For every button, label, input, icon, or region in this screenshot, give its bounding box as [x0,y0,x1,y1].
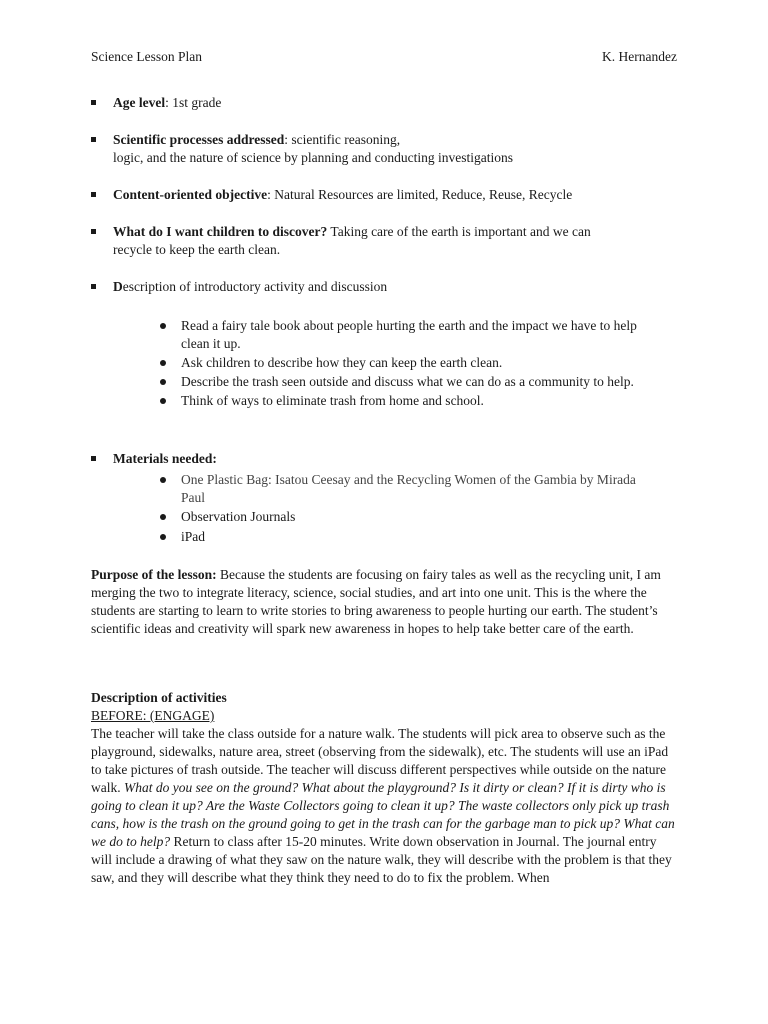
content-objective-label: Content-oriented objective [113,187,268,202]
scientific-processes-value: : scientific reasoning, [284,132,401,147]
bullet-icon [160,508,181,526]
list-item-discover [91,223,651,259]
discover-value: Taking care of the earth is important and we can [327,224,591,239]
square-bullet-icon [91,450,113,468]
activities-paragraph: The teacher will take the class outside for a nature walk. The students will pick area to observe such as the playground, sidewalks, nature area, street (observing from the sidewalk), etc. The students will use an iPad to take pictures of trash outside. The teacher will discuss different perspectives while outside on the nature walk. What do you see on the ground? What about the playground? Is it dirty or clean? If it is dirty who is going to clean it up? Are the Waste Collectors going to clean it up? The waste collectors only pick up trash cans, how is the trash on the ground going to get in the trash can for the garbage man to pick up? What can we do to help? Return to class after 15-20 minutes. Write down observation in Journal. The journal entry will include a drawing of what they saw on the nature walk, they will describe with the problem is that they saw, and they will describe what they think they need to do to fix the problem. When [91,726,675,885]
list-item: Think of ways to eliminate trash from home and school. [160,392,650,410]
square-bullet-icon [91,94,113,112]
square-bullet-icon [91,278,113,296]
list-item-scientific-processes [91,131,651,167]
list-item: Read a fairy tale book about people hurting the earth and the impact we have to help clean it up. [160,317,650,353]
discussion-questions: What do you see on the ground? What about the playground? Is it dirty or clean? If it is dirty who is going to clean it up? Are the Waste Collectors going to clean it up? The waste collectors only pick up trash cans, how is the trash on the ground going to get in the trash can for the garbage man to pick up? What can we do to help? [91,780,675,849]
list-item: iPad [160,528,640,546]
list-item-age-level [91,94,651,112]
list-item-materials [91,450,651,468]
content-objective-value: : Natural Resources are limited, Reduce, Reuse, Recycle [267,187,573,202]
scientific-processes-label: Scientific processes addressed [113,132,285,147]
intro-bullet-list [160,317,650,410]
bullet-icon [160,373,181,391]
activities-section [91,689,679,887]
activities-subheading: BEFORE: (ENGAGE) [91,708,215,723]
bullet-icon [160,528,181,546]
intro-activity-label: escription of introductory activity and discussion [122,279,388,294]
bullet-icon [160,392,181,410]
list-item: One Plastic Bag: Isatou Ceesay and the Recycling Women of the Gambia by Mirada Paul [160,471,640,507]
materials-label: Materials needed: [113,451,217,466]
activities-heading: Description of activities [91,690,227,705]
intro-first-letter: D [113,279,123,294]
age-level-value: : 1st grade [165,95,222,110]
square-bullet-icon [91,131,113,167]
discover-label: What do I want children to discover? [113,224,328,239]
list-item: Observation Journals [160,508,640,526]
scientific-processes-value-cont: logic, and the nature of science by planning and conducting investigations [113,150,514,165]
bullet-icon [160,354,181,372]
square-bullet-icon [91,223,113,259]
purpose-paragraph [91,566,679,638]
header-title: Science Lesson Plan [91,49,202,64]
bullet-icon [160,471,181,507]
age-level-label: Age level [113,95,166,110]
header-author: K. Hernandez [602,49,677,64]
square-bullet-icon [91,186,113,204]
bullet-icon [160,317,181,353]
list-item-content-objective [91,186,651,204]
page-header [91,48,677,66]
discover-value-cont: recycle to keep the earth clean. [113,242,281,257]
purpose-text: Because the students are focusing on fairy tales as well as the recycling unit, I am merging the two to integrate literacy, science, social studies, and art into one unit. This is the where the students are starting to learn to write stories to bring awareness to people hurting our earth. The student’s scientific ideas and creativity will spark new awareness in hopes to help take better care of the earth. [91,567,661,636]
materials-bullet-list [160,471,640,546]
list-item: Describe the trash seen outside and discuss what we can do as a community to help. [160,373,650,391]
list-item: Ask children to describe how they can keep the earth clean. [160,354,650,372]
list-item-intro-activity [91,278,651,296]
purpose-label: Purpose of the lesson: [91,567,217,582]
